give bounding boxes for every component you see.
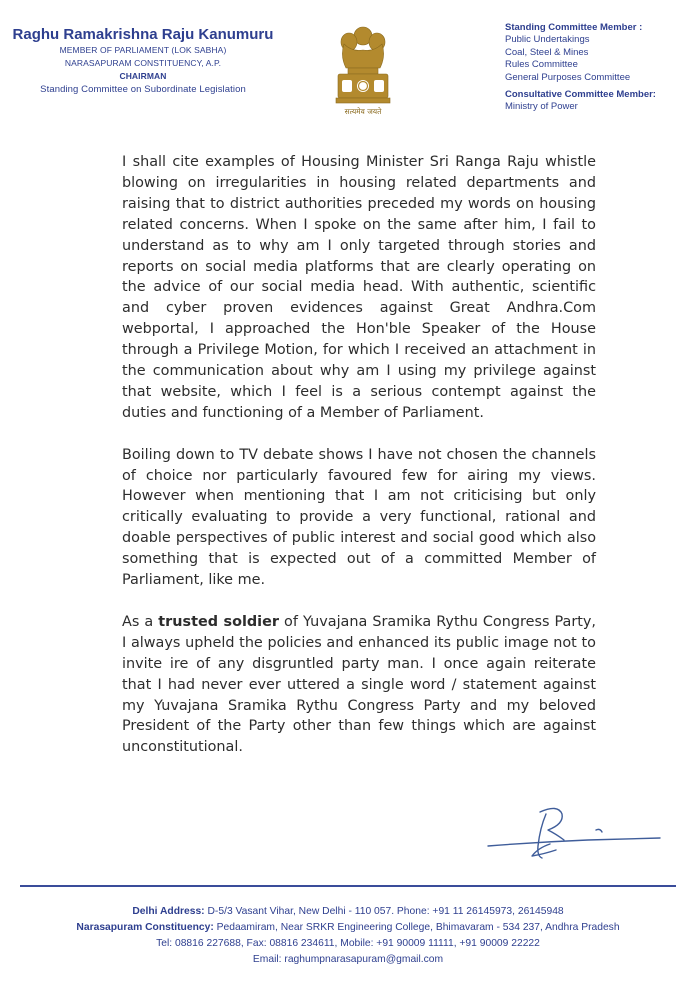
p3-lead: As a	[122, 613, 159, 630]
mp-designation: MEMBER OF PARLIAMENT (LOK SABHA)	[59, 45, 227, 55]
delhi-address	[0, 904, 696, 920]
standing-committee-heading: Standing Committee Member :	[505, 22, 643, 33]
committee-memberships	[505, 22, 690, 114]
letter-body	[122, 152, 596, 779]
p3-emphasis: trusted soldier	[158, 613, 279, 630]
constituency-value: Pedaamiram, Near SRKR Engineering College, Bhimavaram - 534 237, Andhra Pradesh	[213, 922, 620, 933]
standing-committee-item: General Purposes Committee	[505, 71, 631, 83]
paragraph-2: Boiling down to TV debate shows I have not chosen the channels of choice nor particularly favoured few for airing my views. However when mentioning that I am not criticising but only critically evaluating to provide a very functional, rational and doable perspectives of public interest and social good which also something that is expected out of a committed Member of Parliament, like me.	[122, 446, 596, 589]
delhi-value: D-5/3 Vasant Vihar, New Delhi - 110 057. Phone: +91 11 26145973, 26145948	[204, 906, 564, 917]
emblem-motto: सत्यमेव जयते	[344, 107, 382, 116]
paragraph-1: I shall cite examples of Housing Minister Sri Ranga Raju whistle blowing on irregularities in housing related departments and raising that to district authorities preceded my words on housing related concerns. When I spoke on the same after him, I fail to understand as to why am I only targeted through stories and reports on social media platforms that are clearly operating on the advice of our social media head. With authentic, scientific and cyber proven evidences against Great Andhra.Com webportal, I approached the Hon'ble Speaker of the House through a Privilege Motion, for which I received an attachment in the communication about why am I using my privilege against that website, which I feel is a serious contempt against the duties and functioning of a Member of Parliament.	[122, 154, 596, 421]
email-line: Email: raghumpnarasapuram@gmail.com	[252, 954, 444, 965]
constituency-address	[0, 920, 696, 936]
constituency-label: Narasapuram Constituency:	[76, 922, 214, 933]
standing-committee-item: Coal, Steel & Mines	[505, 46, 589, 58]
paragraph-3	[122, 612, 596, 758]
delhi-label: Delhi Address:	[132, 906, 205, 917]
constituency: NARASAPURAM CONSTITUENCY, A.P.	[64, 58, 222, 68]
p3-rest: of Yuvajana Sramika Rythu Congress Party, I always upheld the policies and enhanced its public image not to invite ire of any disgruntled party man. I once again reiterate that I had never ever uttered a single word / statement against my Yuvajana Sramika Rythu Congress Party and my beloved President of the Party other than few things which are against unconstitutional.	[122, 613, 596, 756]
contact-numbers: Tel: 08816 227688, Fax: 08816 234611, Mobile: +91 90009 11111, +91 90009 22222	[156, 938, 540, 949]
consultative-committee-heading: Consultative Committee Member:	[505, 89, 656, 100]
standing-committee-item: Rules Committee	[505, 59, 578, 70]
footer-divider	[20, 885, 676, 887]
chairman-committee: Standing Committee on Subordinate Legislation	[40, 84, 246, 95]
chairman-title: CHAIRMAN	[119, 71, 167, 81]
letterhead-left	[0, 26, 286, 96]
signature	[478, 800, 668, 870]
standing-committee-item: Public Undertakings	[505, 34, 590, 45]
mp-name: Raghu Ramakrishna Raju Kanumuru	[12, 26, 274, 43]
consultative-committee-item: Ministry of Power	[505, 101, 578, 112]
footer	[0, 904, 696, 968]
